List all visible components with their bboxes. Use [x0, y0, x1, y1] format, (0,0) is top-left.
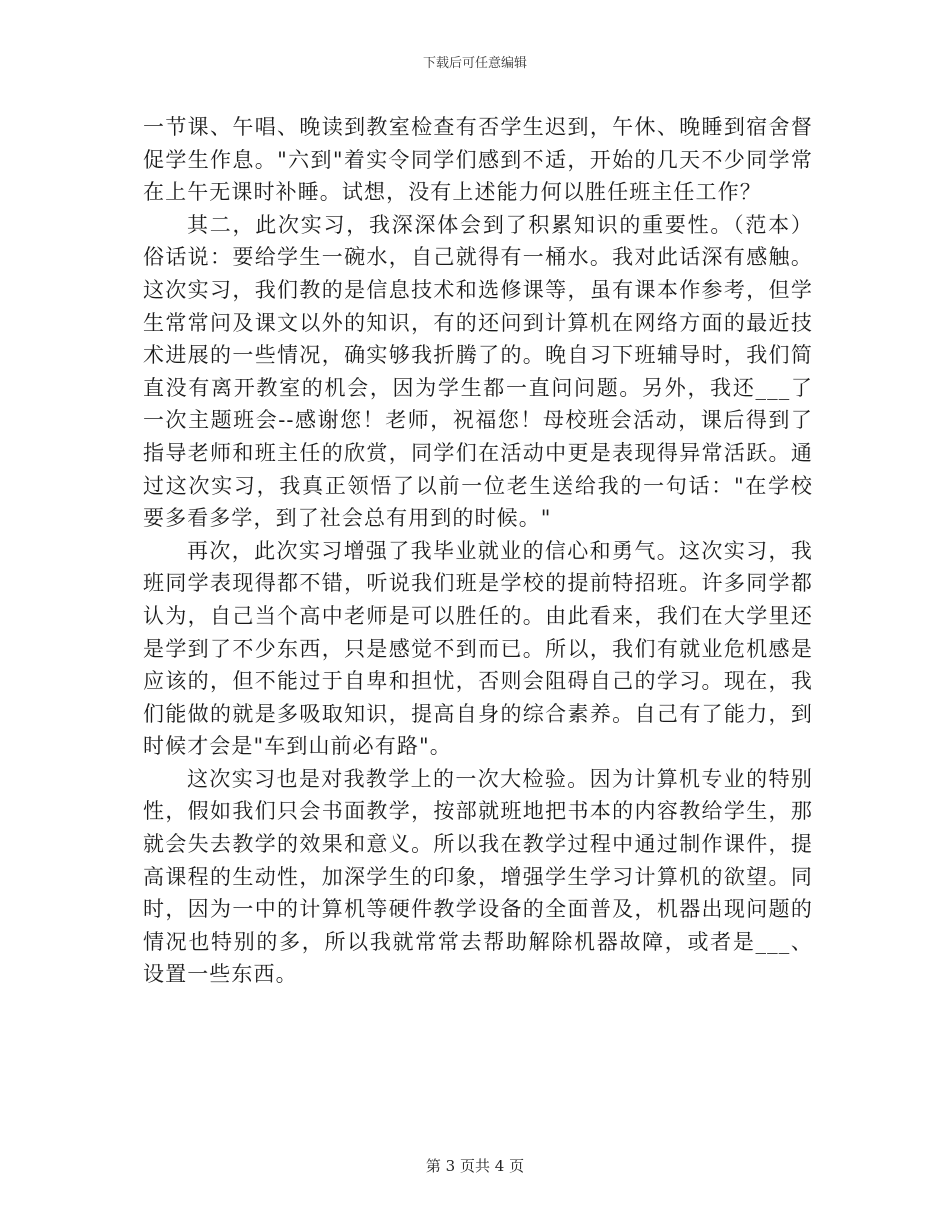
page-header-note: 下载后可任意编辑	[422, 56, 527, 71]
paragraph-2: 其二，此次实习，我深深体会到了积累知识的重要性。（范本）俗话说：要给学生一碗水，自己就得有一桶水。我对此话深有感触。这次实习，我们教的是信息技术和选修课等，虽有课本作参考，但学生常常问及课文以外的知识，有的还问到计算机在网络方面的最近技术进展的一些情况，确实够我折腾了的。晚自习下班辅导时，我们简直没有离开教室的机会，因为学生都一直问问题。另外，我还___了一次主题班会--感谢您！老师，祝福您！母校班会活动，课后得到了指导老师和班主任的欣赏，同学们在活动中更是表现得异常活跃。通过这次实习，我真正领悟了以前一位老生送给我的一句话："在学校要多看多学，到了社会总有用到的时候。"	[143, 212, 813, 531]
document-body	[143, 111, 813, 991]
page-number-footer: 第 3 页共 4 页	[425, 1157, 525, 1175]
paragraph-1: 一节课、午唱、晚读到教室检查有否学生迟到，午休、晚睡到宿舍督促学生作息。"六到"着实令同学们感到不适，开始的几天不少同学常在上午无课时补睡。试想，没有上述能力何以胜任班主任工作？	[143, 115, 813, 205]
paragraph-4: 这次实习也是对我教学上的一次大检验。因为计算机专业的特别性，假如我们只会书面教学，按部就班地把书本的内容教给学生，那就会失去教学的效果和意义。所以我在教学过程中通过制作课件，提高课程的生动性，加深学生的印象，增强学生学习计算机的欲望。同时，因为一中的计算机等硬件教学设备的全面普及，机器出现问题的情况也特别的多，所以我就常常去帮助解除机器故障，或者是___、设置一些东西。	[143, 766, 813, 987]
paragraph-3: 再次，此次实习增强了我毕业就业的信心和勇气。这次实习，我班同学表现得都不错，听说我们班是学校的提前特招班。许多同学都认为，自己当个高中老师是可以胜任的。由此看来，我们在大学里还是学到了不少东西，只是感觉不到而已。所以，我们有就业危机感是应该的，但不能过于自卑和担忧，否则会阻碍自己的学习。现在，我们能做的就是多吸取知识，提高自身的综合素养。自己有了能力，到时候才会是"车到山前必有路"。	[143, 538, 813, 759]
